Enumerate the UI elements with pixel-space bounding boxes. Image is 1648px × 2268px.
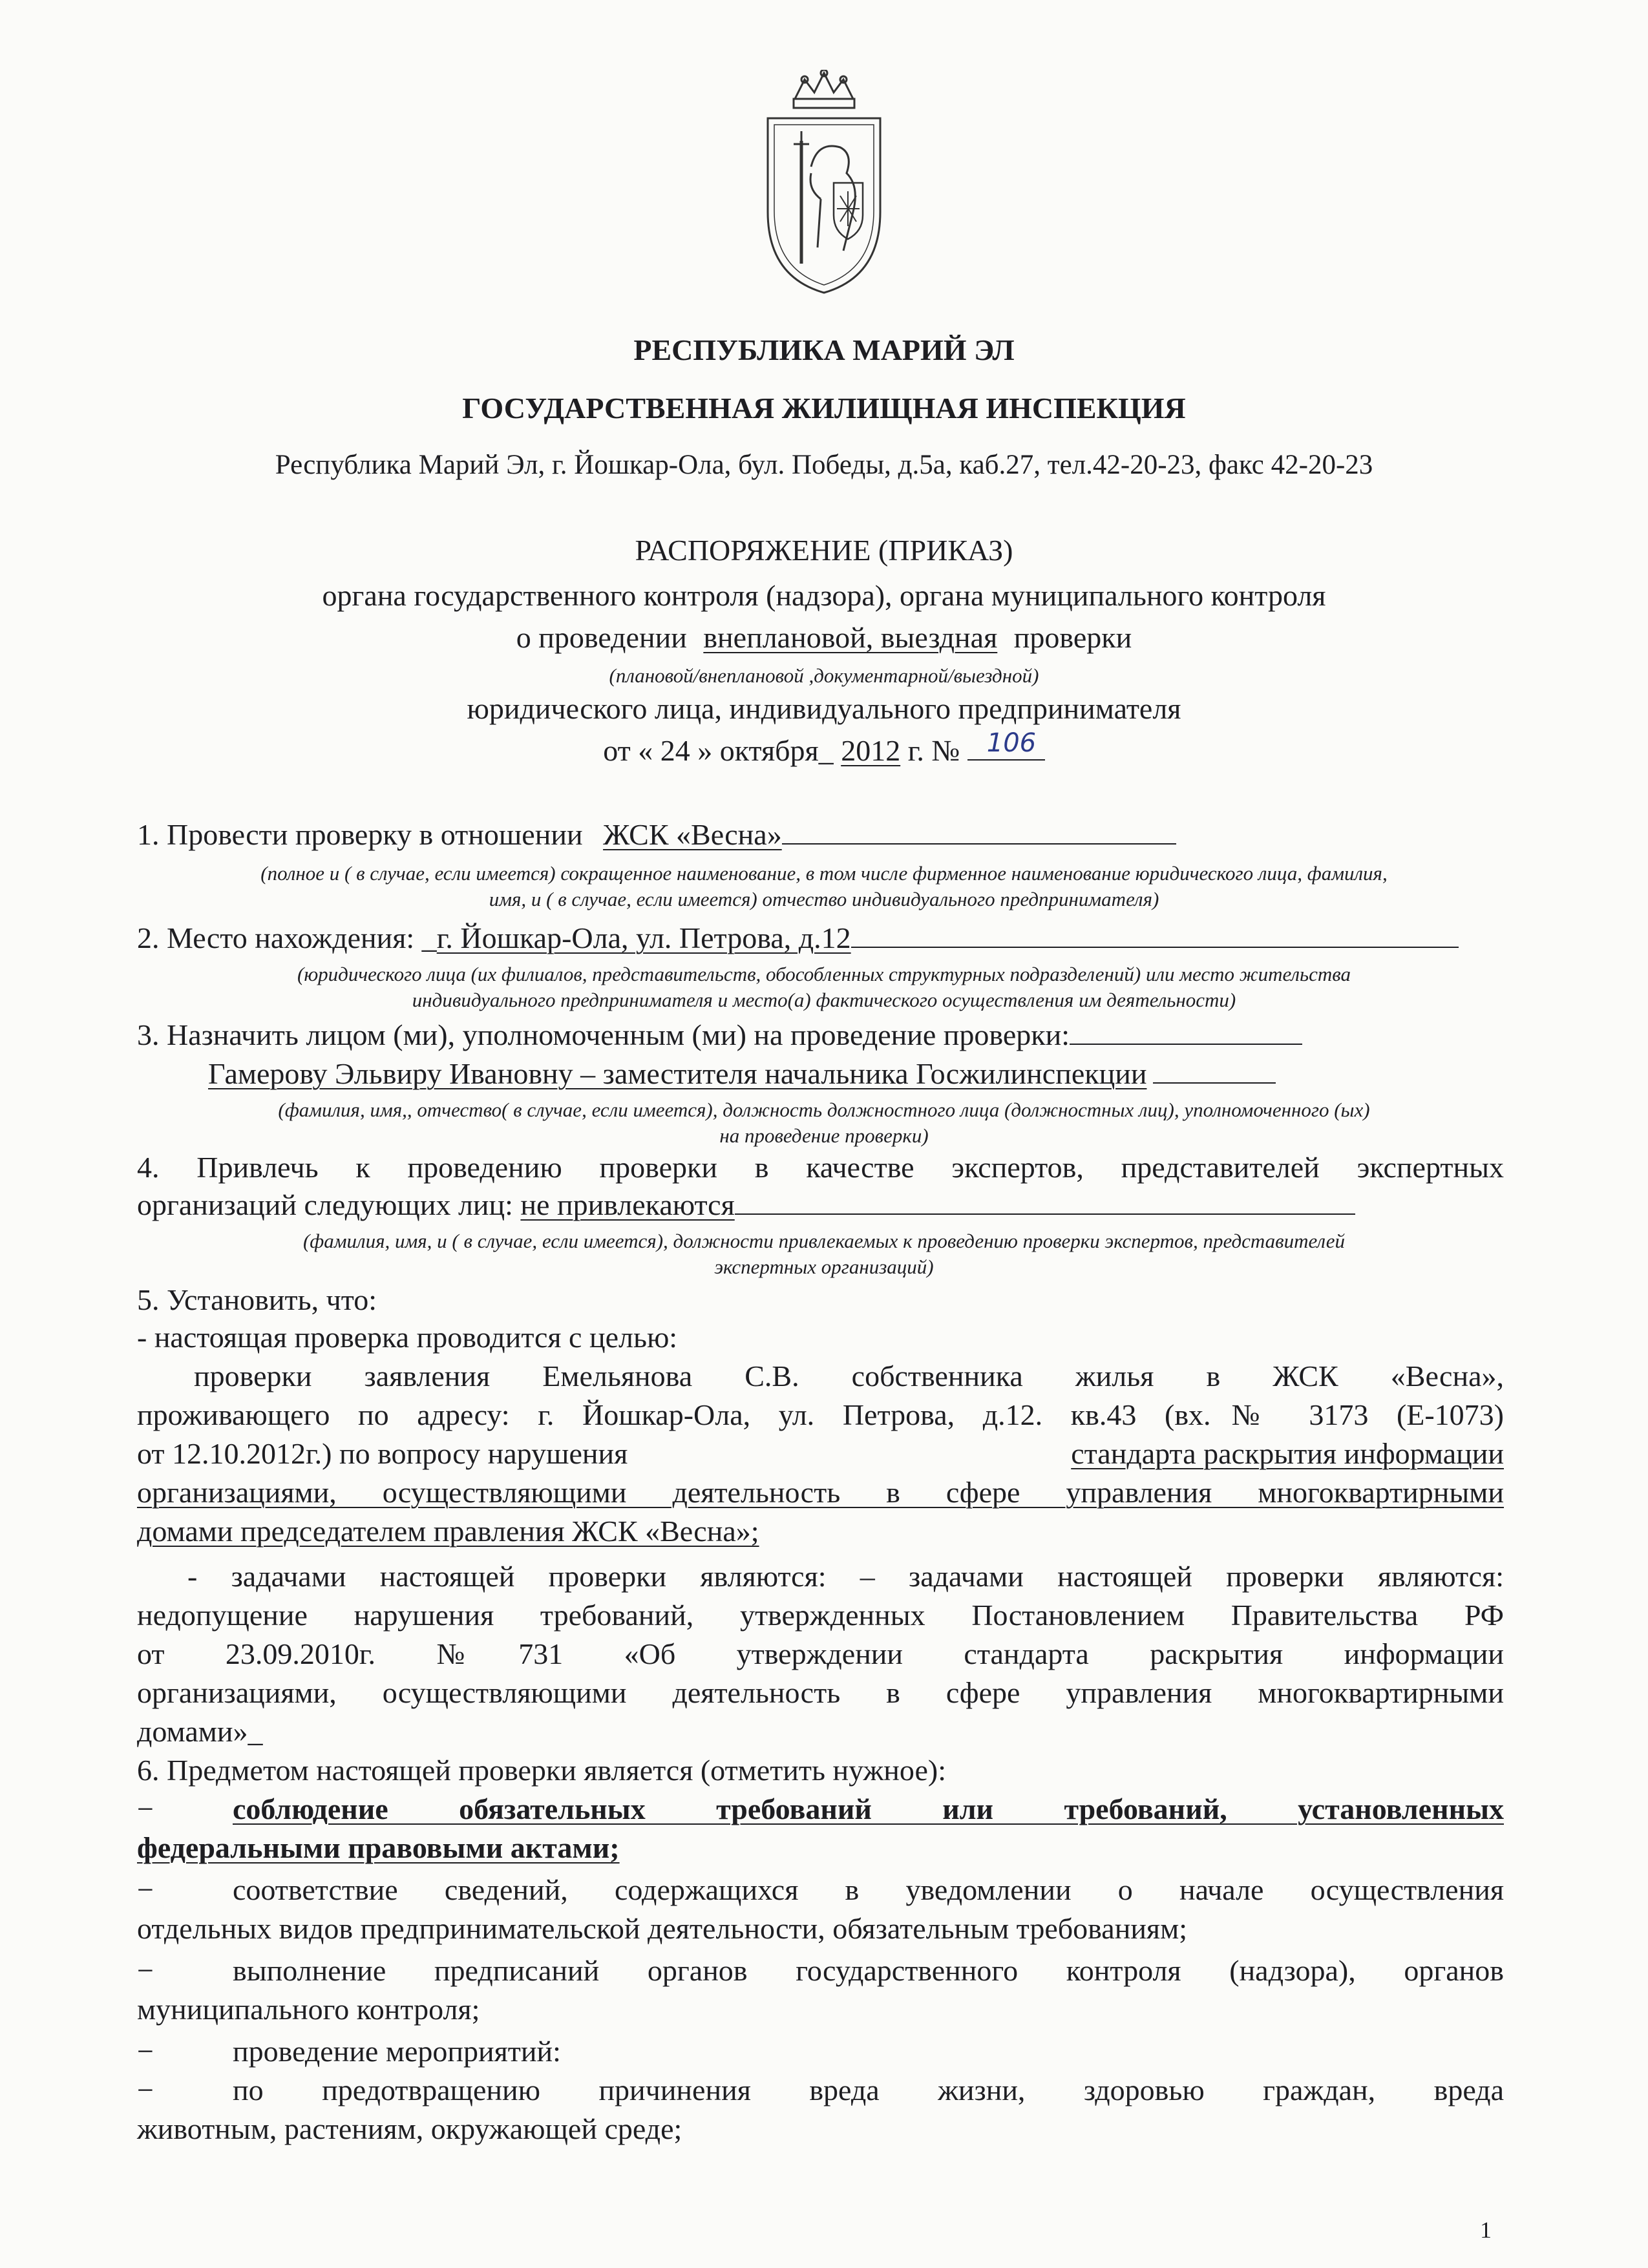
option1-line2: федеральными правовыми актами;: [137, 1831, 620, 1864]
item5-purpose-label: - настоящая проверка проводится с целью:: [137, 1321, 678, 1354]
subject-type-line: юридического лица, индивидуального предпринимателя: [467, 692, 1181, 725]
page-number: 1: [1480, 2217, 1492, 2243]
item4-note2: экспертных организаций): [714, 1255, 934, 1278]
item5-purpose-underlined3: домами председателем правления ЖСК «Весна»;: [137, 1515, 759, 1548]
order-date-line: [129, 728, 1519, 768]
item4-value: не привлекаются: [520, 1188, 735, 1221]
coat-of-arms-icon: [756, 70, 892, 296]
item3-label: 3. Назначить лицом (ми), уполномоченным (ми) на проведение проверки:: [137, 1018, 1070, 1051]
item5-heading: 5. Установить, что:: [137, 1283, 377, 1316]
item6-heading: 6. Предметом настоящей проверки является (отметить нужное):: [137, 1754, 946, 1787]
document-subtitle: органа государственного контроля (надзора), органа муниципального контроля: [322, 579, 1326, 612]
item5-tasks-line1: - задачами настоящей проверки являются: – задачами настоящей проверки являются:: [187, 1560, 1504, 1593]
option3-dash: −: [137, 1954, 154, 1987]
item4-note1: (фамилия, имя, и ( в случае, если имеется), должности привлекаемых к проведению проверки экспертов, представителей: [302, 1230, 1346, 1252]
option2-line1: соответствие сведений, содержащихся в уведомлении о начале осуществления: [233, 1873, 1504, 1906]
item5-purpose-underlined2: организациями, осуществляющими деятельность в сфере управления многоквартирными: [137, 1476, 1504, 1509]
item3-line1: [137, 1018, 1302, 1052]
item2-note1: (юридического лица (их филиалов, представительств, обособленных структурных подразделений) или место жительства: [297, 963, 1351, 985]
order-number-handwritten: 106: [986, 728, 1037, 758]
item4-line2: [137, 1188, 1355, 1222]
inspection-type-note: (плановой/внеплановой ,документарной/выездной): [609, 664, 1039, 687]
item2-blank: [851, 922, 1459, 948]
item1-blank: [782, 819, 1176, 845]
inspection-type-prefix: о проведении: [516, 621, 687, 654]
item5-tasks-line2: недопущение нарушения требований, утвержденных Постановлением Правительства РФ: [137, 1599, 1504, 1632]
item5-tasks-line4: организациями, осуществляющими деятельность в сфере управления многоквартирными: [137, 1676, 1504, 1709]
item3-note2: на проведение проверки): [719, 1124, 929, 1147]
item5-tasks-line3: от 23.09.2010г. №731 «Об утверждении стандарта раскрытия информации: [137, 1637, 1504, 1670]
item5-purpose-underlined1: стандарта раскрытия информации: [1071, 1437, 1504, 1470]
option3-line1: выполнение предписаний органов государственного контроля (надзора), органов: [233, 1954, 1504, 1987]
item4-label: организаций следующих лиц:: [137, 1188, 513, 1221]
item5-tasks-line5: домами»_: [137, 1715, 263, 1748]
option2-dash: −: [137, 1873, 154, 1906]
order-number-field: [967, 728, 1045, 761]
item1-label: 1. Провести проверку в отношении: [137, 818, 583, 851]
item5-purpose-line2: проживающего по адресу: г. Йошкар-Ола, ул. Петрова, д.12. кв.43 (вх.№ 3173 (Е-1073): [137, 1398, 1504, 1431]
item4-line1: 4. Привлечь к проведению проверки в качестве экспертов, представителей экспертных: [137, 1151, 1504, 1184]
option2-line2: отдельных видов предпринимательской деятельности, обязательным требованиям;: [137, 1912, 1187, 1945]
item1-line: [137, 817, 1176, 852]
item5-purpose-line3: [137, 1436, 1504, 1471]
item3-note1: (фамилия, имя,, отчество( в случае, если имеется), должность должностного лица (должностных лиц), уполномоченного (ых): [278, 1098, 1370, 1121]
option5-dash: −: [137, 2074, 154, 2106]
item1-note2: имя, и ( в случае, если имеется) отчество индивидуального предпринимателя): [489, 888, 1159, 910]
item3-blank2: [1153, 1058, 1276, 1084]
order-date-prefix: от « 24 » октября_: [603, 734, 834, 767]
item3-line2: [137, 1056, 1276, 1091]
item1-value: ЖСК «Весна»: [603, 818, 782, 851]
item5-purpose-line1: проверки заявления Емельянова С.В. собственника жилья в ЖСК «Весна»,: [194, 1360, 1504, 1392]
republic-name: РЕСПУБЛИКА МАРИЙ ЭЛ: [633, 333, 1015, 366]
option3-line2: муниципального контроля;: [137, 1993, 480, 2026]
agency-name: ГОСУДАРСТВЕННАЯ ЖИЛИЩНАЯ ИНСПЕКЦИЯ: [462, 392, 1186, 425]
option1-dash: −: [137, 1792, 154, 1825]
item5-purpose-line3-text: от 12.10.2012г.) по вопросу нарушения: [137, 1437, 628, 1470]
item2-value: г. Йошкар-Ола, ул. Петрова, д.12: [436, 921, 851, 954]
item2-label: 2. Место нахождения: _: [137, 921, 437, 954]
option4-line1: проведение мероприятий:: [233, 2035, 561, 2068]
option5-line2: животным, растениям, окружающей среде;: [137, 2112, 682, 2145]
option1-line1: соблюдение обязательных требований или требований, установленных: [233, 1792, 1504, 1825]
document-title: РАСПОРЯЖЕНИЕ (ПРИКАЗ): [635, 534, 1013, 567]
agency-address: Республика Марий Эл, г. Йошкар-Ола, бул. Победы, д.5а, каб.27, тел.42-20-23, факс 42-20-23: [275, 450, 1373, 480]
inspection-type-line: [129, 620, 1519, 655]
option5-line1: по предотвращению причинения вреда жизни, здоровью граждан, вреда: [233, 2074, 1504, 2106]
item4-blank: [735, 1189, 1355, 1215]
item2-line: [137, 921, 1459, 955]
option4-dash: −: [137, 2035, 154, 2068]
order-date-year: 2012: [841, 734, 901, 767]
inspection-type-value: внеплановой, выездная: [703, 621, 998, 654]
item1-note1: (полное и ( в случае, если имеется) сокращенное наименование, в том числе фирменное наименование юридического лица, фамилия,: [260, 862, 1388, 885]
item2-note2: индивидуального предпринимателя и место(а) фактического осуществления им деятельности): [412, 989, 1236, 1011]
order-date-suffix: г. №: [907, 734, 960, 767]
inspection-type-suffix: проверки: [1013, 621, 1132, 654]
item3-value: Гамерову Эльвиру Ивановну – заместителя начальника Госжилинспекции: [208, 1057, 1147, 1090]
item3-blank1: [1070, 1019, 1302, 1045]
